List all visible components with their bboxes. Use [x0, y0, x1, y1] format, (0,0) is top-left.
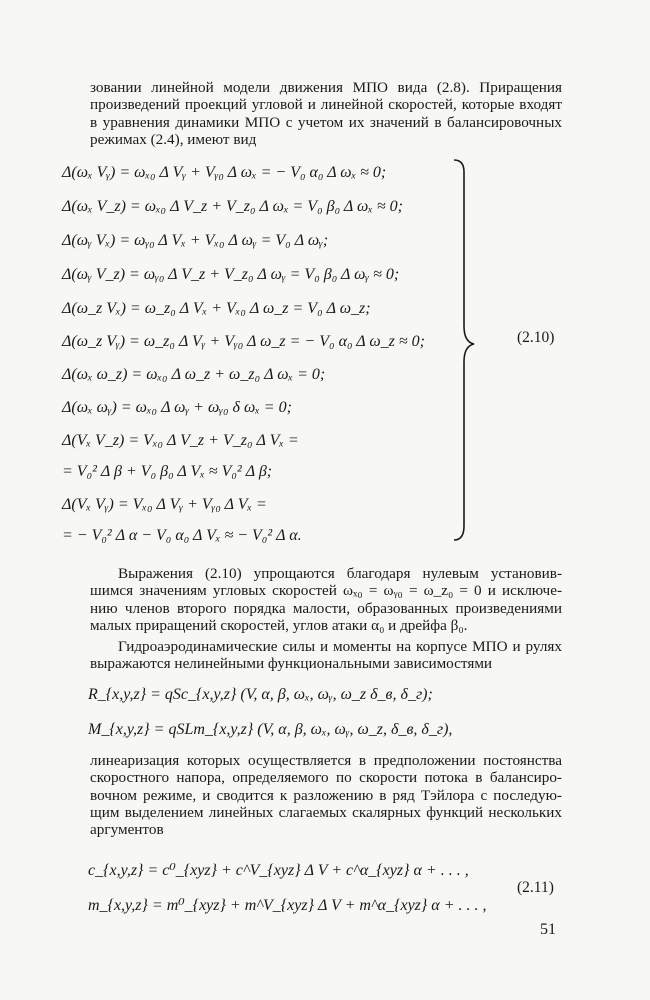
equation-line: Δ(ωₓ ωᵧ) = ωₓ₀ Δ ωᵧ + ωᵧ₀ δ ωₓ = 0; — [62, 399, 292, 416]
equation-forces: R_{x,y,z} = qSc_{x,y,z} (V, α, β, ωₓ, ωᵧ, ω_z δ_в, δ_г); — [88, 686, 433, 703]
text-line: вочном режиме, и сводится к разложению в ряд Тэйлора с последую- — [90, 786, 562, 804]
equation-line: = − V₀² Δ α − V₀ α₀ Δ Vₓ ≈ − V₀² Δ α. — [62, 527, 302, 544]
equation-line: Δ(Vₓ Vᵧ) = Vₓ₀ Δ Vᵧ + Vᵧ₀ Δ Vₓ = — [62, 496, 267, 513]
equation-line: Δ(ωₓ ω_z) = ωₓ₀ Δ ω_z + ω_z₀ Δ ωₓ = 0; — [62, 366, 326, 383]
text-line: режимах (2.4), имеют вид — [90, 130, 257, 148]
text-line: малых приращений скоростей, углов атаки α₀ и дрейфа β₀. — [90, 616, 468, 634]
equation-line: m_{x,y,z} = m⁰_{xyz} + m^V_{xyz} Δ V + m^α_{xyz} α + . . . , — [88, 897, 487, 914]
equation-line: Δ(ω_z Vᵧ) = ω_z₀ Δ Vᵧ + Vᵧ₀ Δ ω_z = − V₀ α₀ Δ ω_z ≈ 0; — [62, 333, 425, 350]
equation-line: Δ(ωᵧ Vₓ) = ωᵧ₀ Δ Vₓ + Vₓ₀ Δ ωᵧ = V₀ Δ ωᵧ; — [62, 232, 329, 249]
equation-number-2-11: (2.11) — [517, 879, 554, 896]
text-line: в уравнения динамики МПО с учетом их значений в балансировочных — [90, 113, 562, 131]
equation-line: Δ(ωᵧ V_z) = ωᵧ₀ Δ V_z + V_z₀ Δ ωᵧ = V₀ β₀ Δ ωᵧ ≈ 0; — [62, 266, 400, 283]
paragraph-bottom — [90, 752, 562, 838]
page-number: 51 — [540, 921, 556, 938]
equation-number-2-10: (2.10) — [517, 329, 555, 346]
right-brace-icon — [450, 158, 480, 542]
paragraph-mid-2 — [90, 638, 562, 673]
text-line: Гидроаэродинамические силы и моменты на корпусе МПО и рулях — [118, 638, 562, 655]
text-line: нию членов второго порядка малости, образованных произведениями — [90, 599, 562, 617]
equation-line: = V₀² Δ β + V₀ β₀ Δ Vₓ ≈ V₀² Δ β; — [62, 463, 273, 480]
text-line: произведений проекций угловой и линейной скоростей, которые входят — [90, 96, 562, 114]
text-line: линеаризация которых осуществляется в предположении постоянства — [90, 752, 562, 769]
equation-line: Δ(ωₓ Vᵧ) = ωₓ₀ Δ Vᵧ + Vᵧ₀ Δ ωₓ = − V₀ α₀ Δ ωₓ ≈ 0; — [62, 164, 387, 181]
equation-line: Δ(Vₓ V_z) = Vₓ₀ Δ V_z + V_z₀ Δ Vₓ = — [62, 432, 299, 449]
text-line: Выражения (2.10) упрощаются благодаря нулевым установив- — [118, 565, 562, 582]
equation-moments: M_{x,y,z} = qSLm_{x,y,z} (V, α, β, ωₓ, ωᵧ, ω_z, δ_в, δ_г), — [88, 721, 453, 738]
paragraph-mid-1 — [90, 565, 562, 634]
equation-line: c_{x,y,z} = c⁰_{xyz} + c^V_{xyz} Δ V + c^α_{xyz} α + . . . , — [88, 862, 469, 879]
paragraph-top — [90, 79, 562, 148]
text-line: шимся значениям угловых скоростей ωₓ₀ = ωᵧ₀ = ω_z₀ = 0 и исключе- — [90, 582, 562, 600]
equation-line: Δ(ωₓ V_z) = ωₓ₀ Δ V_z + V_z₀ Δ ωₓ = V₀ β₀ Δ ωₓ ≈ 0; — [62, 198, 403, 215]
text-line: щим выделением линейных слагаемых скалярных функций нескольких — [90, 803, 562, 821]
text-line: выражаются нелинейными функциональными зависимостями — [90, 655, 493, 673]
text-line: аргументов — [90, 821, 164, 839]
text-line: скоростного напора, определяемого по скорости потока в балансиро- — [90, 769, 562, 787]
text-line: зовании линейной модели движения МПО вида (2.8). Приращения — [90, 79, 562, 96]
equation-line: Δ(ω_z Vₓ) = ω_z₀ Δ Vₓ + Vₓ₀ Δ ω_z = V₀ Δ ω_z; — [62, 300, 371, 317]
